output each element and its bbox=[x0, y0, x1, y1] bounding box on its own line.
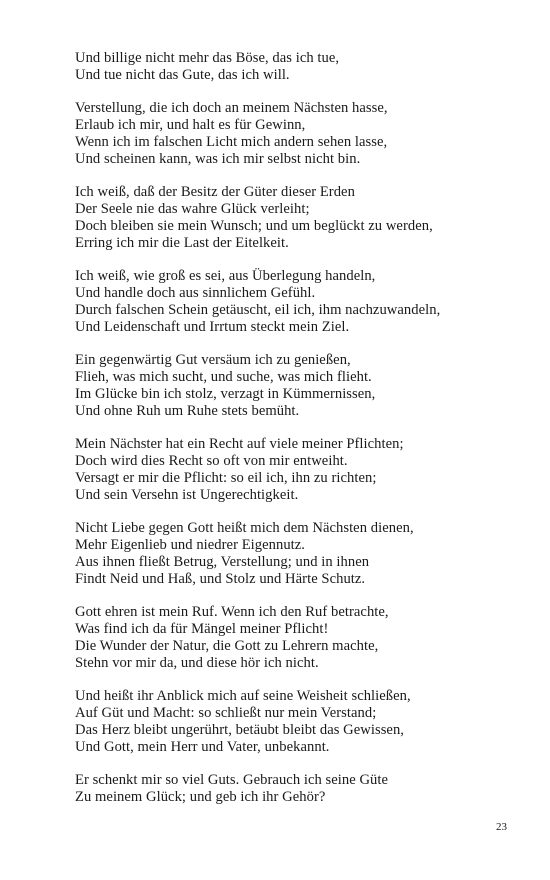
stanza bbox=[75, 268, 515, 336]
poem-line: Was find ich da für Mängel meiner Pflicht! bbox=[75, 621, 329, 637]
poem-line: Ich weiß, daß der Besitz der Güter dieser Erden bbox=[75, 184, 355, 200]
poem-line: Flieh, was mich sucht, und suche, was mich flieht. bbox=[75, 369, 372, 385]
poem-line: Wenn ich im falschen Licht mich andern sehen lasse, bbox=[75, 134, 388, 150]
stanza bbox=[75, 50, 515, 84]
poem-line: Durch falschen Schein getäuscht, eil ich, ihm nachzuwandeln, bbox=[75, 302, 441, 318]
poem-line: Mehr Eigenlieb und niedrer Eigennutz. bbox=[75, 537, 306, 553]
poem-line: Das Herz bleibt ungerührt, betäubt bleibt das Gewissen, bbox=[75, 722, 404, 738]
poem-line: Der Seele nie das wahre Glück verleiht; bbox=[75, 201, 310, 217]
poem-line: Mein Nächster hat ein Recht auf viele meiner Pflichten; bbox=[75, 436, 404, 452]
poem-line: Erring ich mir die Last der Eitelkeit. bbox=[75, 235, 289, 251]
poem-line: Und sein Versehn ist Ungerechtigkeit. bbox=[75, 487, 299, 503]
stanza bbox=[75, 436, 515, 504]
stanza bbox=[75, 520, 515, 588]
poem-line: Und Leidenschaft und Irrtum steckt mein Ziel. bbox=[75, 319, 350, 335]
poem-line: Zu meinem Glück; und geb ich ihr Gehör? bbox=[75, 789, 326, 805]
page-number: 23 bbox=[496, 821, 507, 833]
poem-line: Auf Güt und Macht: so schließt nur mein Verstand; bbox=[75, 705, 377, 721]
stanza bbox=[75, 772, 515, 806]
stanza bbox=[75, 604, 515, 672]
poem-line: Und billige nicht mehr das Böse, das ich tue, bbox=[75, 50, 340, 66]
poem-line: Findt Neid und Haß, und Stolz und Härte Schutz. bbox=[75, 571, 366, 587]
poem-line: Versagt er mir die Pflicht: so eil ich, ihn zu richten; bbox=[75, 470, 377, 486]
poem-line: Im Glücke bin ich stolz, verzagt in Kümmernissen, bbox=[75, 386, 376, 402]
poem-line: Verstellung, die ich doch an meinem Nächsten hasse, bbox=[75, 100, 388, 116]
poem-line: Gott ehren ist mein Ruf. Wenn ich den Ruf betrachte, bbox=[75, 604, 389, 620]
poem-line: Ein gegenwärtig Gut versäum ich zu genießen, bbox=[75, 352, 351, 368]
poem-line: Nicht Liebe gegen Gott heißt mich dem Nächsten dienen, bbox=[75, 520, 414, 536]
poem-line: Und heißt ihr Anblick mich auf seine Weisheit schließen, bbox=[75, 688, 411, 704]
stanza bbox=[75, 184, 515, 252]
stanza bbox=[75, 100, 515, 168]
poem-text bbox=[75, 50, 515, 822]
poem-line: Stehn vor mir da, und diese hör ich nicht. bbox=[75, 655, 319, 671]
stanza bbox=[75, 352, 515, 420]
stanza bbox=[75, 688, 515, 756]
poem-line: Doch bleiben sie mein Wunsch; und um beglückt zu werden, bbox=[75, 218, 433, 234]
poem-line: Aus ihnen fließt Betrug, Verstellung; und in ihnen bbox=[75, 554, 370, 570]
poem-line: Und scheinen kann, was ich mir selbst nicht bin. bbox=[75, 151, 361, 167]
poem-line: Und handle doch aus sinnlichem Gefühl. bbox=[75, 285, 316, 301]
poem-line: Die Wunder der Natur, die Gott zu Lehrern machte, bbox=[75, 638, 379, 654]
poem-line: Und tue nicht das Gute, das ich will. bbox=[75, 67, 290, 83]
poem-line: Erlaub ich mir, und halt es für Gewinn, bbox=[75, 117, 306, 133]
poem-line: Und ohne Ruh um Ruhe stets bemüht. bbox=[75, 403, 300, 419]
poem-line: Er schenkt mir so viel Guts. Gebrauch ich seine Güte bbox=[75, 772, 389, 788]
poem-line: Und Gott, mein Herr und Vater, unbekannt. bbox=[75, 739, 330, 755]
poem-line: Doch wird dies Recht so oft von mir entweiht. bbox=[75, 453, 348, 469]
poem-line: Ich weiß, wie groß es sei, aus Überlegung handeln, bbox=[75, 268, 376, 284]
